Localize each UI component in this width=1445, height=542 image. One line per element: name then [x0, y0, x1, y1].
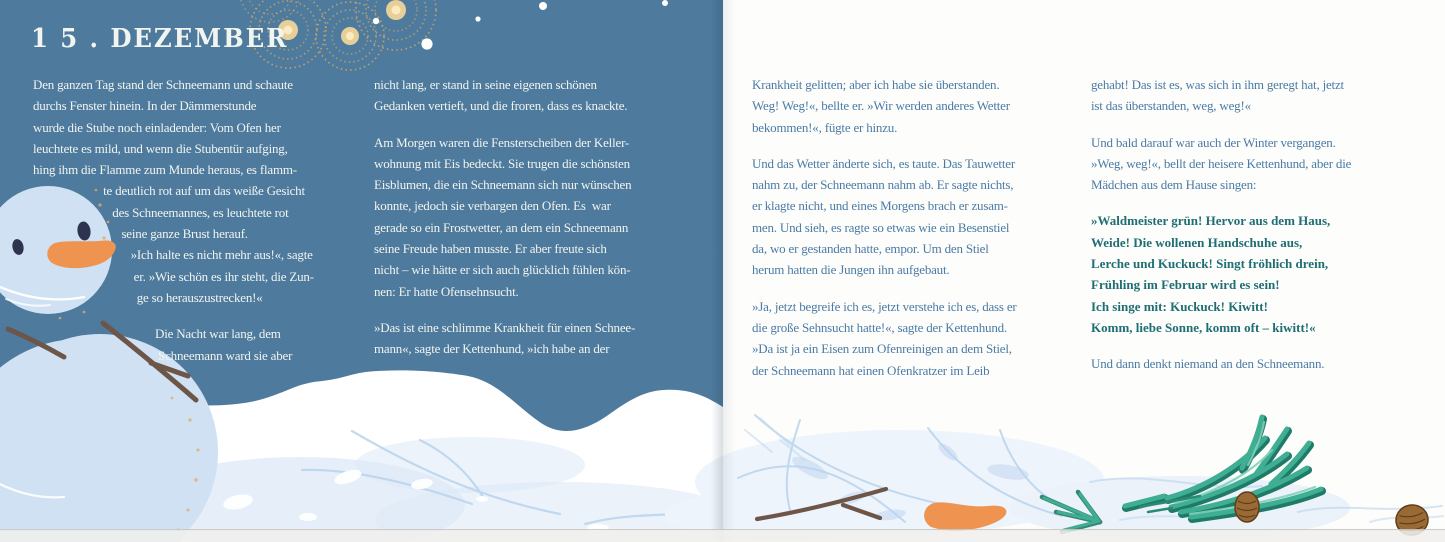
text-column-2: nicht lang, er stand in seine eigenen schönen Gedanken vertieft, und die froren, dass es knackte. Am Morgen waren die Fensterscheiben der Keller- wohnung mit Eis bedeckt. Sie trugen die schönsten Eisblumen, die ein Schneemann sich nur wünschen konnte, jedoch sie verbargen den Ofen. Es war gerade so ein Frostwetter, an dem ein Schneemann seine Freude haben musste. Er aber freute sich nicht – wie hätte er sich auch glücklich fühlen kön- nen: Er hatte Ofensehnsucht. »Das ist eine schlimme Krankheit für einen Schnee- mann«, sagte der Kettenhund, »ich habe an der	[374, 77, 636, 357]
pinecone-icon	[1235, 492, 1259, 522]
text-column-1: Den ganzen Tag stand der Schneemann und schaute durchs Fenster hinein. In der Dämmerstunde wurde die Stube noch einladender: Vom Ofen her leuchtete es mild, und wenn die Stubentür aufging, hing ihm die Flamme zum Munde heraus, es flamm- te deutlich rot auf um das weiße Gesicht des Schneemannes, es leuchtete rot seine ganze Brust herauf. »Ich halte es nicht mehr aus!«, sagte er. »Wie schön es ihr steht, die Zun- ge so herauszustrecken!« Die Nacht war lang, dem Schneemann ward sie aber	[33, 77, 314, 363]
text-column-4	[1091, 74, 1436, 375]
page-title: 1 5 . DEZEMBER	[31, 24, 289, 54]
column4-intro: gehabt! Das ist es, was sich in ihm geregt hat, jetzt ist das überstanden, weg, weg!« Und bald darauf war auch der Winter vergangen. »Weg, weg!«, bellt der heisere Kettenhund, aber die Mädchen aus dem Hause singen:	[1091, 77, 1352, 193]
song-verse: »Waldmeister grün! Hervor aus dem Haus, Weide! Die wollenen Handschuhe aus, Lerche und Kuckuck! Singt fröhlich drein, Frühling im Februar wird es sein! Ich singe mit: Kuckuck! Kiwitt! Komm, liebe Sonne, komm oft – kiwitt!«	[1091, 213, 1331, 335]
pine-branch-icon	[1125, 417, 1322, 519]
spine-shadow	[723, 0, 735, 542]
page-bottom-edge	[0, 529, 1445, 542]
column4-outro: Und dann denkt niemand an den Schneemann.	[1091, 356, 1325, 372]
text-column-3: Krankheit gelitten; aber ich habe sie überstanden. Weg! Weg!«, bellte er. »Wir werden anderes Wetter bekommen!«, fügte er hinzu. Und das Wetter änderte sich, es taute. Das Tauwetter nahm zu, der Schneemann nahm ab. Er sagte nichts, er klagte nicht, und eines Morgens brach er zusam- men. Und sieh, es ragte so etwas wie ein Besenstiel da, wo er gestanden hatte, empor. Um den Stiel herum hatten die Jungen ihn aufgebaut. »Ja, jetzt begreife ich es, jetzt verstehe ich es, dass er die große Sehnsucht hatte!«, sagte der Kettenhund. »Da ist ja ein Eisen zum Ofenreinigen an dem Stiel, der Schneemann hat einen Ofenkratzer im Leib	[752, 77, 1017, 378]
melted-snow-illustration	[665, 415, 1443, 541]
